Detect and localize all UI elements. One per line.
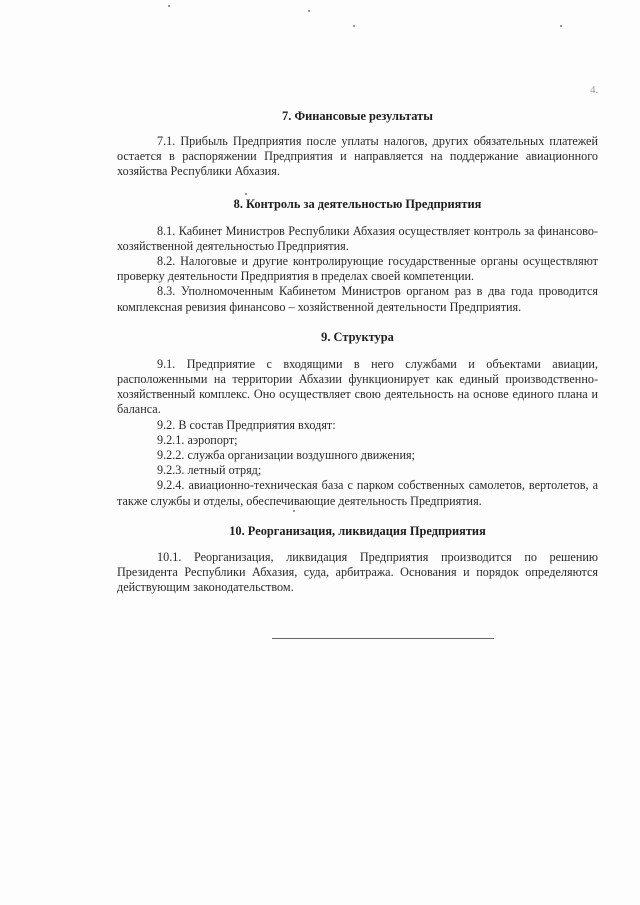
paragraph-8-2: 8.2. Налоговые и другие контролирующие государственные органы осуществляют проверку деятельности Предприятия в пределах своей компетенции. (117, 254, 598, 284)
paragraph-7-1: 7.1. Прибыль Предприятия после уплаты налогов, других обязательных платежей остается в распоряжении Предприятия и направляется на поддержание авиационного хозяйства Республики Абхазия. (117, 134, 598, 179)
scan-speck (245, 193, 247, 195)
paragraph-8-1: 8.1. Кабинет Министров Республики Абхазия осуществляет контроль за финансово-хозяйственной деятельностью Предприятия. (117, 223, 598, 253)
paragraph-9-2-3: 9.2.3. летный отряд; (157, 463, 262, 478)
section-body-control (117, 224, 598, 315)
section-heading-control: 8. Контроль за деятельностью Предприятия (233, 196, 482, 211)
scan-speck (560, 25, 562, 27)
scan-speck (308, 10, 310, 12)
scan-speck (168, 5, 170, 7)
section-heading-reorganization: 10. Реорганизация, ликвидация Предприятия (229, 523, 486, 538)
paragraph-9-2-4: 9.2.4. авиационно-техническая база с парком собственных самолетов, вертолетов, а также службы и отделы, обеспечивающие деятельность Предприятия. (117, 478, 598, 508)
section-heading-financial-results: 7. Финансовые результаты (282, 109, 433, 123)
section-heading-structure: 9. Структура (321, 329, 394, 344)
document-body (117, 108, 598, 595)
scan-speck (353, 25, 355, 27)
paragraph-10-1: 10.1. Реорганизация, ликвидация Предприятия производится по решению Президента Республики Абхазия, суда, арбитража. Основания и порядок определяются действующим законодательством. (117, 549, 598, 595)
paragraph-8-3: 8.3. Уполномоченным Кабинетом Министров органом раз в два года проводится комплексная ревизия финансово – хозяйственной деятельности Предприятия. (117, 284, 598, 314)
page-number: 4. (590, 84, 599, 96)
paragraph-9-2-1: 9.2.1. аэропорт; (157, 432, 238, 447)
paragraph-9-2: 9.2. В состав Предприятия входят: (157, 417, 336, 432)
scan-speck (293, 510, 295, 512)
section-body-reorganization (117, 550, 598, 596)
paragraph-9-1: 9.1. Предприятие с входящими в него службами и объектами авиации, расположенными на территории Абхазии функционирует как единый производственно-хозяйственный комплекс. Оно осуществляет свою деятельность на основе единого плана и баланса. (117, 356, 598, 417)
section-body-financial-results (117, 134, 598, 180)
section-body-structure (117, 357, 598, 509)
paragraph-9-2-2: 9.2.2. служба организации воздушного движения; (157, 448, 415, 463)
end-of-text-rule (272, 638, 494, 639)
